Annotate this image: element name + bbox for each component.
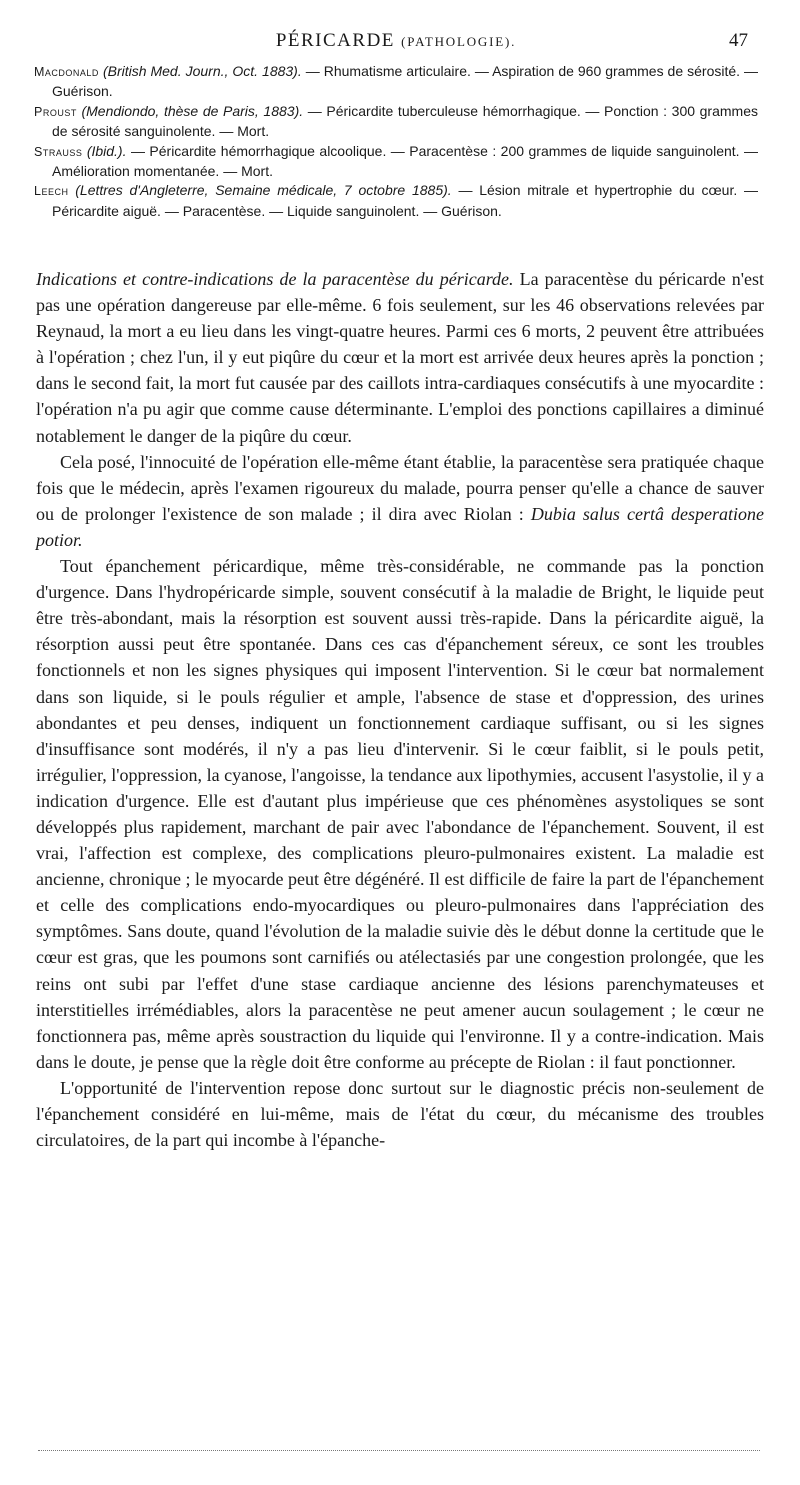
reference-text: — Rhumatisme articulaire. — Aspiration de 960 grammes de sérosité. — Guérison.	[52, 63, 759, 100]
running-head	[36, 30, 756, 56]
reference-item	[34, 181, 758, 221]
reference-author: Macdonald	[34, 65, 99, 79]
reference-item	[34, 142, 758, 182]
reference-text: — Lésion mitrale et hypertrophie du cœur. — Péricardite aiguë. — Paracentèse. — Liquide sanguinolent. — Guérison.	[52, 182, 759, 219]
reference-source: (Lettres d'Angleterre, Semaine médicale, 7 octobre 1885).	[75, 182, 452, 199]
bibliography-list	[34, 62, 758, 221]
paragraph-text: Cela posé, l'innocuité de l'opération elle-même étant établie, la paracentèse sera pratiquée chaque fois que le médecin, après l'examen rigoureux du malade, pourra penser qu'elle a chance de sauver ou de prolonger l'existence de son malade ; il dira avec Riolan :	[36, 451, 764, 524]
paragraph	[36, 266, 764, 449]
paragraph	[36, 449, 764, 553]
page-number: 47	[729, 30, 748, 51]
running-title	[36, 30, 756, 52]
running-title-subtitle: (PATHOLOGIE).	[401, 34, 517, 49]
reference-text: — Péricardite hémorrhagique alcoolique. — Paracentèse : 200 grammes de liquide sanguinolent. — Amélioration momentanée. — Mort.	[52, 142, 758, 180]
paragraph: L'opportunité de l'intervention repose donc surtout sur le diagnostic précis non-seulement de l'épanchement considéré en lui-même, mais de l'état du cœur, du mécanisme des troubles circulatoires, de la part qui incombe à l'épanche-	[36, 1077, 764, 1151]
reference-author: Leech	[34, 184, 69, 199]
reference-source: (British Med. Journ., Oct. 1883).	[102, 63, 302, 79]
bottom-dotted-rule	[38, 1450, 760, 1451]
reference-author: Strauss	[34, 144, 83, 159]
running-title-main: PÉRICARDE	[275, 30, 395, 51]
section-heading: Indications et contre-indications de la paracentèse du péricarde.	[36, 269, 514, 289]
reference-item	[34, 102, 758, 142]
paragraph-text: La paracentèse du péricarde n'est pas une opération dangereuse par elle-même. 6 fois seulement, sur les 46 observations relevées par Reynaud, la mort a eu lieu dans les vingt-quatre heures. Parmi ces 6 morts, 2 peuvent être attribuées à l'opération ; chez l'un, il y eut piqûre du cœur et la mort est arrivée deux heures après la ponction ; dans le second fait, la mort fut causée par des caillots intra-cardiaques consécutifs à une myocardite : l'opération n'a pu agir que comme cause déterminante. L'emploi des ponctions capillaires a diminué notablement le danger de la piqûre du cœur.	[36, 269, 764, 446]
main-text	[36, 266, 764, 1153]
reference-source: (Ibid.).	[86, 142, 127, 159]
latin-quote: Dubia salus certâ desperatione potior.	[36, 503, 764, 550]
reference-item	[34, 62, 758, 102]
reference-source: (Mendiondo, thèse de Paris, 1883).	[81, 102, 304, 119]
reference-text: — Péricardite tuberculeuse hémorrhagique. — Ponction : 300 grammes de sérosité sanguinolente. — Mort.	[52, 102, 758, 140]
paragraph: Tout épanchement péricardique, même très-considérable, ne commande pas la ponction d'urgence. Dans l'hydropéricarde simple, souvent consécutif à la maladie de Bright, le liquide peut être très-abondant, mais la résorption est souvent aussi très-rapide. Dans la péricardite aiguë, la résorption aussi peut être spontanée. Dans ces cas d'épanchement séreux, ce sont les troubles fonctionnels et non les signes physiques qui imposent l'intervention. Si le cœur bat normalement dans son liquide, si le pouls régulier et ample, l'absence de stase et d'oppression, des urines abondantes et peu denses, indiquent un fonctionnement cardiaque suffisant, ou si les signes d'insuffisance sont modérés, il n'y a pas lieu d'intervenir. Si le cœur faiblit, si le pouls petit, irrégulier, l'oppression, la cyanose, l'angoisse, la tendance aux lipothymies, accusent l'asystolie, il y a indication d'urgence. Elle est d'autant plus impérieuse que ces phénomènes asystoliques se sont développés plus rapidement, marchant de pair avec l'abondance de l'épanchement. Souvent, il est vrai, l'affection est complexe, des complications pleuro-pulmonaires existent. La maladie est ancienne, chronique ; le myocarde peut être dégénéré. Il est difficile de faire la part de l'épanchement et celle des complications endo-myocardiques ou pleuro-pulmonaires dans l'appréciation des symptômes. Sans doute, quand l'évolution de la maladie suivie dès le début donne la certitude que le cœur est gras, que les poumons sont carnifiés ou atélectasiés par une congestion prolongée, que les reins ont subi par l'effet d'une stase cardiaque ancienne des lésions parenchymateuses et interstitielles irrémédiables, alors la paracentèse ne peut amener aucun soulagement ; le cœur ne fonctionnera pas, même après soustraction du liquide qui l'environne. Il y a contre-indication. Mais dans le doute, je pense que la règle doit être conforme au précepte de Riolan : il faut ponctionner.	[36, 556, 764, 1072]
reference-author: Proust	[34, 104, 77, 119]
